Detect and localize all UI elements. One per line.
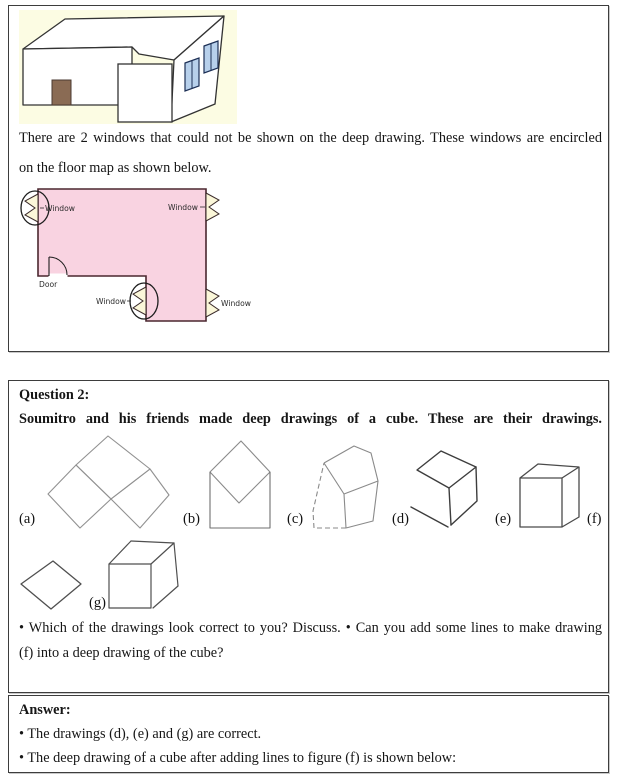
house-window-right <box>204 41 218 73</box>
figure-explanation-box <box>8 5 609 352</box>
house-deep-drawing-figure <box>19 10 237 124</box>
question-bullets-line-1: • Which of the drawings look correct to you? Discuss. • Can you add some lines to make drawing <box>19 620 602 636</box>
window-symbol-bottom-right <box>206 289 251 317</box>
explanation-line-2: on the floor map as shown below. <box>19 160 212 176</box>
house-window-left <box>185 58 199 91</box>
house-left-wall <box>23 47 132 105</box>
floor-map-figure <box>11 184 251 336</box>
answer-bullet-2: • The deep drawing of a cube after adding lines to figure (f) is shown below: <box>19 750 457 766</box>
cube-drawing-f <box>19 557 83 613</box>
window-label-top-left: Window <box>45 204 75 213</box>
figure-label-d: (d) <box>392 511 409 527</box>
question-2-statement: Soumitro and his friends made deep drawings of a cube. These are their drawings. <box>19 411 602 427</box>
cube-drawing-e <box>511 456 586 536</box>
figure-label-f: (f) <box>587 511 602 527</box>
cube-drawing-d <box>409 446 483 531</box>
figure-label-c: (c) <box>287 511 304 527</box>
cube-drawing-c <box>309 443 381 531</box>
answer-bullet-1: • The drawings (d), (e) and (g) are correct. <box>19 726 262 742</box>
window-label-bottom-right: Window <box>221 299 251 308</box>
figure-label-e: (e) <box>495 511 512 527</box>
figure-label-a: (a) <box>19 511 36 527</box>
figure-label-b: (b) <box>183 511 200 527</box>
house-door <box>52 80 71 105</box>
question-2-box <box>8 380 609 693</box>
answer-heading: Answer: <box>19 702 71 718</box>
question-2-heading: Question 2: <box>19 387 90 403</box>
door-label: Door <box>39 280 58 289</box>
cube-drawing-a <box>43 433 171 531</box>
answer-box <box>8 695 609 773</box>
window-label-bottom-middle: Window <box>96 297 126 306</box>
explanation-line-1: There are 2 windows that could not be shown on the deep drawing. These windows are encircled <box>19 130 602 146</box>
house-front-extension <box>118 64 172 122</box>
question-bullets-line-2: (f) into a deep drawing of the cube? <box>19 645 224 661</box>
cube-drawing-g <box>105 534 183 613</box>
figure-label-g: (g) <box>89 595 106 611</box>
cube-drawing-b <box>206 439 273 531</box>
window-label-top-right: Window <box>168 203 198 212</box>
